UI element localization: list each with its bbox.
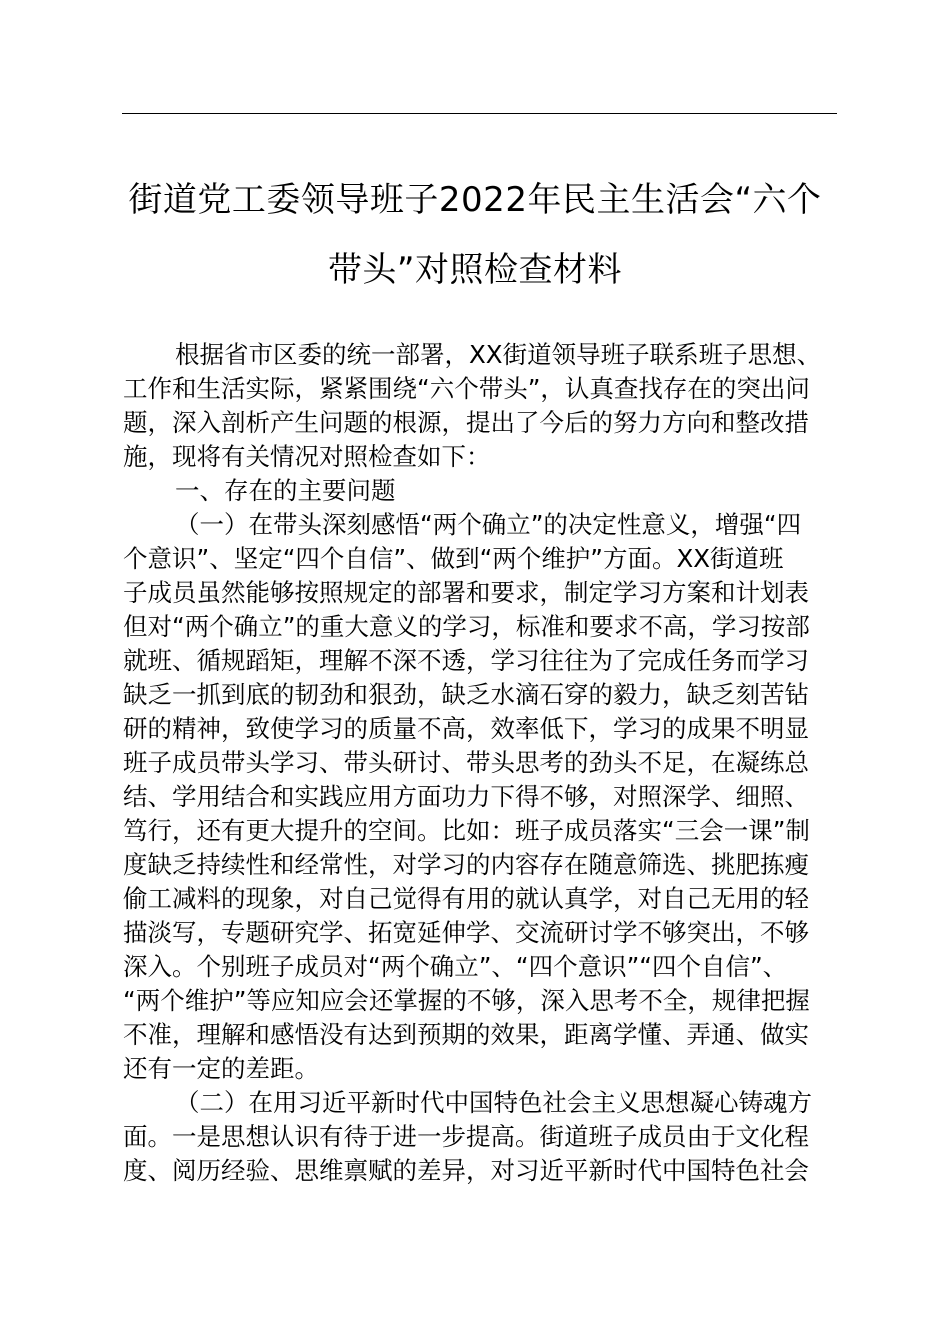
header-rule: [122, 113, 837, 114]
body-line: 班子成员带头学习、带头研讨、带头思考的劲头不足，在凝练总: [123, 748, 809, 777]
body-line: 研的精神，致使学习的质量不高，效率低下，学习的成果不明显: [123, 714, 809, 743]
body-line: （一）在带头深刻感悟“两个确立”的决定性意义，增强“四: [175, 510, 802, 539]
body-line: 根据省市区委的统一部署，XX街道领导班子联系班子思想、: [175, 340, 822, 369]
body-line: 描淡写，专题研究学、拓宽延伸学、交流研讨学不够突出，不够: [123, 918, 809, 947]
body-line: 深入。个别班子成员对“两个确立”、“四个意识”“四个自信”、: [123, 952, 788, 981]
body-line: 结、学用结合和实践应用方面功力下得不够，对照深学、细照、: [123, 782, 809, 811]
body-line: 还有一定的差距。: [123, 1054, 319, 1083]
document-title-line-2: 带头”对照检查材料: [327, 250, 623, 290]
body-line: 子成员虽然能够按照规定的部署和要求，制定学习方案和计划表: [123, 578, 809, 607]
section-heading: 一、存在的主要问题: [175, 476, 396, 505]
body-line: 偷工减料的现象，对自己觉得有用的就认真学，对自己无用的轻: [123, 884, 809, 913]
body-line: 就班、循规蹈矩，理解不深不透，学习往往为了完成任务而学习: [123, 646, 809, 675]
document-title-line-1: 街道党工委领导班子2022年民主生活会“六个: [128, 180, 822, 220]
body-line: “两个维护”等应知应会还掌握的不够，深入思考不全，规律把握: [123, 986, 810, 1015]
body-line: 施，现将有关情况对照检查如下：: [123, 442, 491, 471]
body-line: 题，深入剖析产生问题的根源，提出了今后的努力方向和整改措: [123, 408, 809, 437]
body-line: 但对“两个确立”的重大意义的学习，标准和要求不高，学习按部: [123, 612, 810, 641]
body-line: 度、阅历经验、思维禀赋的差异，对习近平新时代中国特色社会: [123, 1156, 809, 1185]
body-line: 度缺乏持续性和经常性，对学习的内容存在随意筛选、挑肥拣瘦: [123, 850, 809, 879]
body-line: 不准，理解和感悟没有达到预期的效果，距离学懂、弄通、做实: [123, 1020, 809, 1049]
body-line: 面。一是思想认识有待于进一步提高。街道班子成员由于文化程: [123, 1122, 809, 1151]
document-body: [123, 338, 838, 1188]
body-line: 缺乏一抓到底的韧劲和狠劲，缺乏水滴石穿的毅力，缺乏刻苦钻: [123, 680, 809, 709]
body-line: （二）在用习近平新时代中国特色社会主义思想凝心铸魂方: [175, 1088, 812, 1117]
body-line: 笃行，还有更大提升的空间。比如：班子成员落实“三会一课”制: [123, 816, 810, 845]
body-line: 工作和生活实际，紧紧围绕“六个带头”，认真查找存在的突出问: [123, 374, 810, 403]
body-line: 个意识”、坚定“四个自信”、做到“两个维护”方面。XX街道班: [123, 544, 784, 573]
